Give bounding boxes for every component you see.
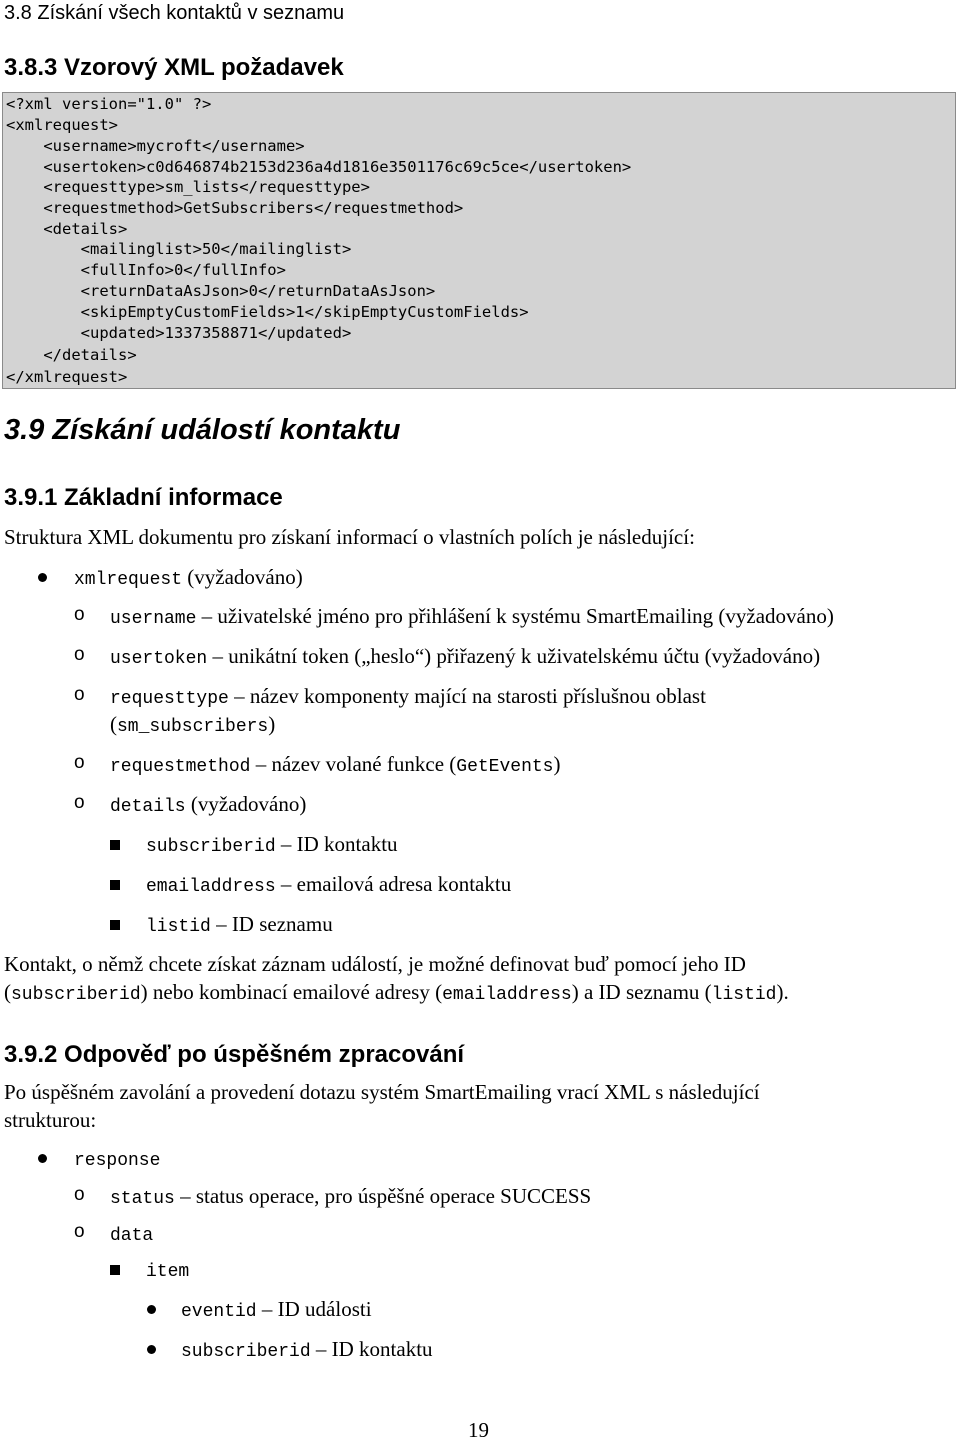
code-line: <details>: [6, 220, 128, 238]
item-description: – status operace, pro úspěšné operace SUCCESS: [174, 1184, 592, 1208]
bullet-square-icon: [110, 920, 120, 930]
xml-request-code-block: [2, 92, 956, 389]
list-item-eventid: [181, 1297, 372, 1322]
code-line: <requesttype>sm_lists</requesttype>: [6, 178, 370, 196]
section-3-9-heading: 3.9 Získání událostí kontaktu: [4, 414, 401, 446]
code-line: <?xml version="1.0" ?>: [6, 95, 212, 113]
code-line: <usertoken>c0d646874b2153d236a4d1816e3501176c69c5ce</usertoken>: [6, 158, 632, 176]
running-header: 3.8 Získání všech kontaktů v seznamu: [4, 2, 345, 24]
list-item-subscriberid: [146, 832, 398, 857]
code-term: xmlrequest: [74, 570, 183, 590]
response-intro-line-2: strukturou:: [4, 1108, 97, 1132]
item-description: – ID kontaktu: [310, 1337, 433, 1361]
code-term: listid: [711, 985, 777, 1005]
code-term: data: [110, 1226, 154, 1246]
intro-paragraph: Struktura XML dokumentu pro získaní informací o vlastních polích je následující:: [4, 525, 695, 549]
code-term: response: [74, 1151, 161, 1171]
code-term: subscriberid: [181, 1342, 311, 1362]
list-item-details: [110, 792, 306, 817]
bullet-dot-icon: [147, 1345, 156, 1354]
list-item-listid: [146, 912, 333, 937]
section-3-8-3-heading: 3.8.3 Vzorový XML požadavek: [4, 54, 344, 81]
list-item-status: [110, 1184, 591, 1209]
code-term: status: [110, 1189, 175, 1209]
bullet-circle-icon: o: [74, 792, 85, 813]
item-description: – uživatelské jméno pro přihlášení k systému SmartEmailing (vyžadováno): [196, 604, 834, 628]
code-term: requesttype: [110, 689, 229, 709]
paren: ): [268, 712, 276, 736]
code-term: details: [110, 797, 186, 817]
bullet-circle-icon: o: [74, 752, 85, 773]
text-fragment: ) a ID seznamu (: [571, 980, 712, 1004]
code-line: <updated>1337358871</updated>: [6, 324, 352, 342]
text-fragment: ).: [776, 980, 789, 1004]
code-term: emailaddress: [146, 877, 276, 897]
bullet-circle-icon: o: [74, 684, 85, 705]
code-line: <requestmethod>GetSubscribers</requestmethod>: [6, 199, 464, 217]
item-description: – emailová adresa kontaktu: [275, 872, 512, 896]
code-line: <mailinglist>50</mailinglist>: [6, 240, 352, 258]
list-item-response: [74, 1146, 160, 1171]
item-description: – ID kontaktu: [275, 832, 398, 856]
code-term: subscriberid: [146, 837, 276, 857]
code-term: GetEvents: [456, 757, 554, 777]
page-number: 19: [468, 1418, 489, 1442]
section-3-9-1-heading: 3.9.1 Základní informace: [4, 484, 283, 511]
list-item-username: [110, 604, 834, 629]
code-line: <skipEmptyCustomFields>1</skipEmptyCustomFields>: [6, 303, 529, 321]
bullet-circle-icon: o: [74, 1184, 85, 1205]
list-item-requesttype-continued: [110, 712, 275, 737]
code-line: </xmlrequest>: [6, 368, 128, 386]
bullet-circle-icon: o: [74, 604, 85, 625]
item-description: (vyžadováno): [182, 565, 303, 589]
paren: (: [110, 712, 117, 736]
code-term: item: [146, 1262, 190, 1282]
text-fragment: (: [4, 980, 11, 1004]
code-term: requestmethod: [110, 757, 251, 777]
item-description: – ID seznamu: [210, 912, 333, 936]
list-item-emailaddress: [146, 872, 511, 897]
list-item-data: [110, 1221, 153, 1246]
code-term: emailaddress: [442, 985, 572, 1005]
bullet-circle-icon: o: [74, 1221, 85, 1242]
item-description: – název volané funkce (: [250, 752, 457, 776]
code-term: subscriberid: [11, 985, 141, 1005]
list-item-item: [146, 1257, 189, 1282]
bullet-square-icon: [110, 1265, 120, 1275]
bullet-dot-icon: [38, 1154, 47, 1163]
response-intro-line-1: Po úspěšném zavolání a provedení dotazu systém SmartEmailing vrací XML s následující: [4, 1080, 760, 1104]
code-line: <username>mycroft</username>: [6, 137, 305, 155]
list-item-xmlrequest: [74, 565, 303, 590]
code-term: eventid: [181, 1302, 257, 1322]
item-description: – unikátní token („heslo“) přiřazený k uživatelskému účtu (vyžadováno): [207, 644, 821, 668]
section-3-9-2-heading: 3.9.2 Odpověď po úspěšném zpracování: [4, 1041, 465, 1068]
item-description: (vyžadováno): [185, 792, 307, 816]
code-term: usertoken: [110, 649, 208, 669]
list-item-usertoken: [110, 644, 820, 669]
bullet-dot-icon: [38, 573, 47, 582]
bullet-square-icon: [110, 840, 120, 850]
code-line: </details>: [6, 346, 137, 364]
bullet-square-icon: [110, 880, 120, 890]
list-item-requesttype: [110, 684, 706, 709]
note-paragraph-line-1: Kontakt, o němž chcete získat záznam událostí, je možné definovat buď pomocí jeho ID: [4, 952, 746, 976]
code-term: sm_subscribers: [117, 717, 269, 737]
note-paragraph-line-2: [4, 980, 789, 1005]
item-description: – název komponenty mající na starosti příslušnou oblast: [228, 684, 706, 708]
list-item-subscriberid-response: [181, 1337, 433, 1362]
code-line: <fullInfo>0</fullInfo>: [6, 261, 286, 279]
list-item-requestmethod: [110, 752, 560, 777]
bullet-circle-icon: o: [74, 644, 85, 665]
text-fragment: ) nebo kombinací emailové adresy (: [140, 980, 443, 1004]
paren: ): [553, 752, 561, 776]
code-line: <xmlrequest>: [6, 116, 118, 134]
code-term: listid: [146, 917, 211, 937]
item-description: – ID události: [256, 1297, 372, 1321]
bullet-dot-icon: [147, 1305, 156, 1314]
code-term: username: [110, 609, 197, 629]
code-line: <returnDataAsJson>0</returnDataAsJson>: [6, 282, 436, 300]
